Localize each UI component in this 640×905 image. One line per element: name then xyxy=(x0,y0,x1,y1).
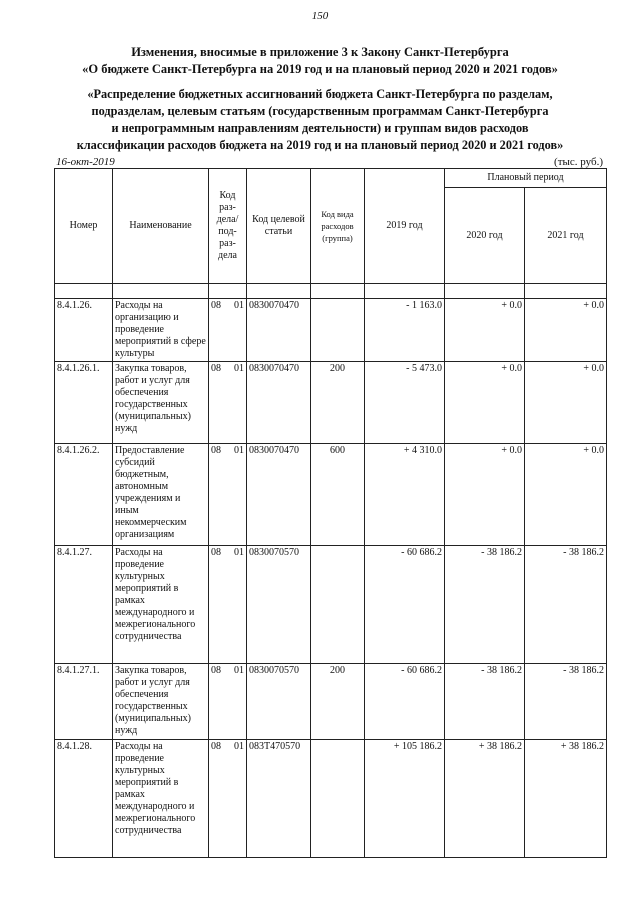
table-row xyxy=(55,362,607,444)
row-value-2021: + 0.0 xyxy=(525,444,607,546)
subsection-code: 01 xyxy=(234,300,244,311)
row-value-2020: + 0.0 xyxy=(445,299,525,362)
row-nomer: 8.4.1.27.1. xyxy=(55,664,113,740)
row-nomer: 8.4.1.26. xyxy=(55,299,113,362)
table-row xyxy=(55,546,607,664)
row-section xyxy=(209,740,247,858)
row-value-2019: + 105 186.2 xyxy=(365,740,445,858)
document-date: 16-окт-2019 xyxy=(56,156,115,168)
row-type xyxy=(311,299,365,362)
row-value-2019: + 4 310.0 xyxy=(365,444,445,546)
row-name: Закупка товаров, работ и услуг для обеспечения государственных (муниципальных) нужд xyxy=(113,362,209,444)
header-expense-type: Код вида расходов (группа) xyxy=(311,169,365,284)
header-section: Код раз-дела/ под-раз-дела xyxy=(209,169,247,284)
row-target: 0830070570 xyxy=(247,664,311,740)
header-2021: 2021 год xyxy=(525,188,607,284)
row-target: 0830070570 xyxy=(247,546,311,664)
row-target: 083Т470570 xyxy=(247,740,311,858)
row-name: Предоставление субсидий бюджетным, автономным учреждениям и иным некоммерческим организациям xyxy=(113,444,209,546)
document-title xyxy=(20,44,620,78)
table-row xyxy=(55,444,607,546)
subtitle-line: классификации расходов бюджета на 2019 год и на плановый период 2020 и 2021 годов» xyxy=(76,138,564,152)
row-value-2021: - 38 186.2 xyxy=(525,664,607,740)
header-target: Код целевой статьи xyxy=(247,169,311,284)
header-2020: 2020 год xyxy=(445,188,525,284)
title-line: «О бюджете Санкт-Петербурга на 2019 год и на плановый период 2020 и 2021 годов» xyxy=(82,62,558,76)
document-subtitle xyxy=(20,86,620,154)
row-value-2021: + 38 186.2 xyxy=(525,740,607,858)
header-nomer: Номер xyxy=(55,169,113,284)
row-type: 600 xyxy=(311,444,365,546)
section-code: 08 xyxy=(211,741,221,752)
subsection-code: 01 xyxy=(234,741,244,752)
row-name: Расходы на проведение культурных мероприятий в рамках международного и межрегионального сотрудничества xyxy=(113,740,209,858)
table-row xyxy=(55,299,607,362)
row-value-2019: - 60 686.2 xyxy=(365,546,445,664)
row-section xyxy=(209,299,247,362)
row-nomer: 8.4.1.26.2. xyxy=(55,444,113,546)
row-nomer: 8.4.1.28. xyxy=(55,740,113,858)
row-value-2019: - 1 163.0 xyxy=(365,299,445,362)
row-section xyxy=(209,546,247,664)
section-code: 08 xyxy=(211,445,221,456)
subtitle-line: «Распределение бюджетных ассигнований бюджета Санкт-Петербурга по разделам, xyxy=(87,87,553,101)
row-target: 0830070470 xyxy=(247,362,311,444)
row-type xyxy=(311,546,365,664)
row-value-2019: - 60 686.2 xyxy=(365,664,445,740)
budget-table xyxy=(54,168,607,858)
row-section xyxy=(209,362,247,444)
row-name: Закупка товаров, работ и услуг для обеспечения государственных (муниципальных) нужд xyxy=(113,664,209,740)
table-row xyxy=(55,740,607,858)
row-name: Расходы на проведение культурных мероприятий в рамках международного и межрегионального сотрудничества xyxy=(113,546,209,664)
header-2019: 2019 год xyxy=(365,169,445,284)
title-line: Изменения, вносимые в приложение 3 к Закону Санкт-Петербурга xyxy=(131,45,509,59)
subtitle-line: подразделам, целевым статьям (государственным программам Санкт-Петербурга xyxy=(91,104,549,118)
row-type: 200 xyxy=(311,664,365,740)
row-nomer: 8.4.1.27. xyxy=(55,546,113,664)
header-planned: Плановый период xyxy=(445,169,607,188)
header-name: Наименование xyxy=(113,169,209,284)
row-nomer: 8.4.1.26.1. xyxy=(55,362,113,444)
row-value-2020: - 38 186.2 xyxy=(445,664,525,740)
page-number: 150 xyxy=(311,10,329,22)
row-value-2020: - 38 186.2 xyxy=(445,546,525,664)
row-value-2021: + 0.0 xyxy=(525,299,607,362)
section-code: 08 xyxy=(211,665,221,676)
units-label: (тыс. руб.) xyxy=(554,156,603,168)
row-type xyxy=(311,740,365,858)
row-value-2020: + 0.0 xyxy=(445,362,525,444)
subsection-code: 01 xyxy=(234,363,244,374)
row-value-2021: - 38 186.2 xyxy=(525,546,607,664)
subsection-code: 01 xyxy=(234,547,244,558)
table-row xyxy=(55,664,607,740)
section-code: 08 xyxy=(211,547,221,558)
subtitle-line: и непрограммным направлениям деятельности) и группам видов расходов xyxy=(111,121,529,135)
row-target: 0830070470 xyxy=(247,299,311,362)
row-section xyxy=(209,444,247,546)
row-value-2021: + 0.0 xyxy=(525,362,607,444)
spacer-row xyxy=(55,284,607,299)
section-code: 08 xyxy=(211,363,221,374)
row-type: 200 xyxy=(311,362,365,444)
subsection-code: 01 xyxy=(234,445,244,456)
row-target: 0830070470 xyxy=(247,444,311,546)
row-section xyxy=(209,664,247,740)
row-value-2020: + 38 186.2 xyxy=(445,740,525,858)
subsection-code: 01 xyxy=(234,665,244,676)
row-value-2020: + 0.0 xyxy=(445,444,525,546)
row-value-2019: - 5 473.0 xyxy=(365,362,445,444)
section-code: 08 xyxy=(211,300,221,311)
row-name: Расходы на организацию и проведение мероприятий в сфере культуры xyxy=(113,299,209,362)
